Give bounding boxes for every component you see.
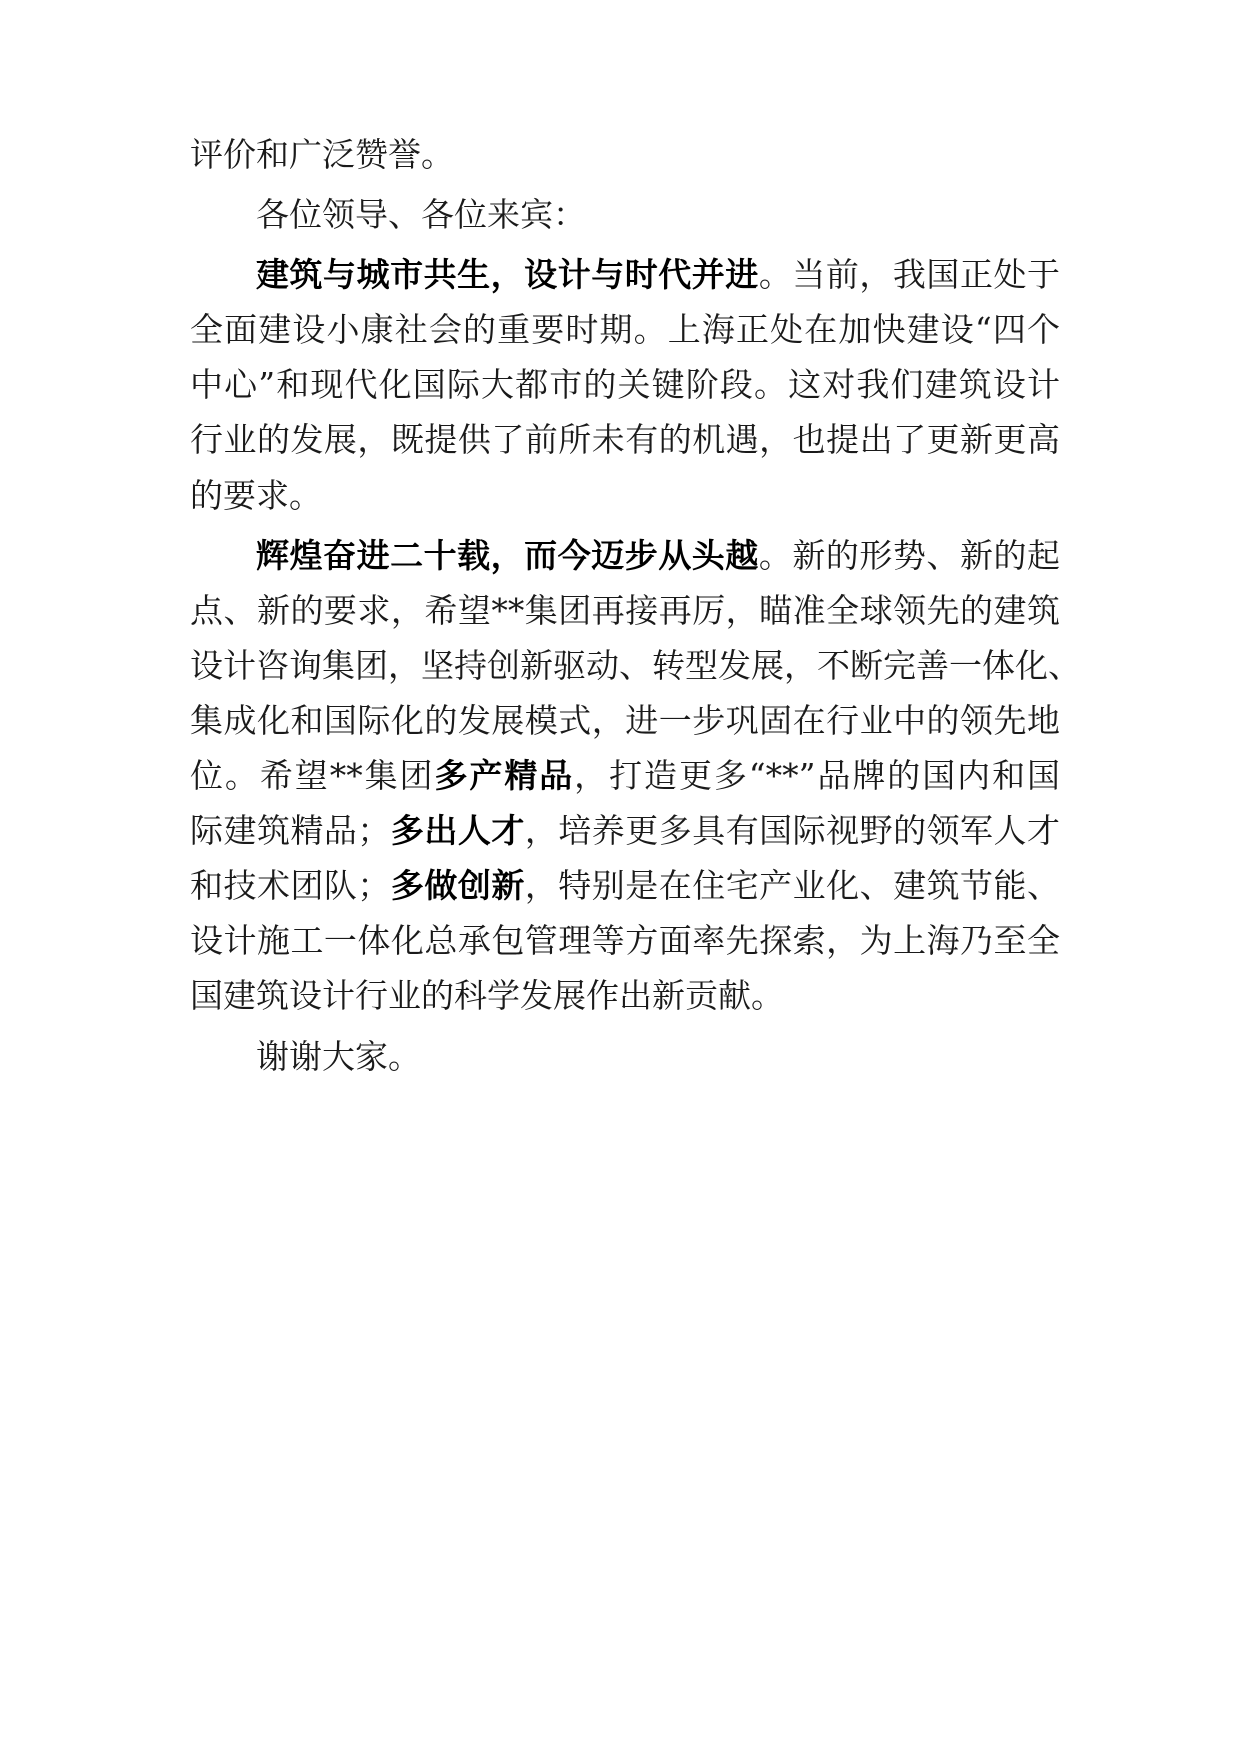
text-line: 点、新的要求，希望**集团再接再厉，瞄准全球领先的建筑 [190, 591, 1060, 630]
paragraph-2-line-3 [190, 636, 1081, 696]
text-line: 中心”和现代化国际大都市的关键阶段。这对我们建筑设计 [190, 365, 1060, 404]
text-line: 全面建设小康社会的重要时期。上海正处在加快建设“四个 [190, 310, 1060, 349]
text-line: ，打造更多“**”品牌的国内和国 [574, 756, 1061, 795]
text-line: 国建筑设计行业的科学发展作出新贡献。 [190, 976, 784, 1015]
paragraph-1-line-2 [190, 300, 1060, 360]
greeting-text: 各位领导、各位来宾： [256, 195, 586, 234]
text-line: ，特别是在住宅产业化、建筑节能、 [524, 866, 1061, 905]
highlight-more-talent: 多出人才 [390, 811, 525, 850]
paragraph-2-line-2 [190, 581, 1060, 641]
paragraph-2-line-7 [190, 856, 1060, 916]
text-line: 集成化和国际化的发展模式，进一步巩固在行业中的领先地 [190, 701, 1060, 740]
paragraph-2-line-6 [190, 801, 1060, 861]
text-line: 行业的发展，既提供了前所未有的机遇，也提出了更新更高 [190, 420, 1060, 459]
text-line: 。当前，我国正处于 [758, 255, 1061, 294]
paragraph-2-line-5 [190, 746, 1060, 806]
text-line: 设计咨询集团，坚持创新驱动、转型发展，不断完善一体化、 [190, 646, 1081, 685]
text-line: 评价和广泛赞誉。 [190, 135, 454, 174]
highlight-more-products: 多产精品 [434, 756, 575, 795]
text-line: 和技术团队； [190, 866, 391, 905]
text-line: 。新的形势、新的起 [758, 536, 1061, 575]
paragraph-continuation [190, 125, 1060, 185]
paragraph-2-heading: 辉煌奋进二十载，而今迈步从头越 [256, 536, 759, 575]
paragraph-1-line-5 [190, 466, 1060, 526]
closing-text: 谢谢大家。 [256, 1037, 421, 1076]
text-line: 际建筑精品； [190, 811, 391, 850]
text-line: 设计施工一体化总承包管理等方面率先探索，为上海乃至全 [190, 921, 1060, 960]
paragraph-1-line-3 [190, 355, 1060, 415]
paragraph-1-line-4 [190, 410, 1060, 470]
paragraph-2-line-4 [190, 691, 1060, 751]
text-line: 的要求。 [190, 476, 322, 515]
greeting [256, 185, 1060, 245]
paragraph-2-line-1 [256, 526, 1060, 586]
paragraph-2-line-8 [190, 911, 1060, 971]
paragraph-2-line-9 [190, 966, 1060, 1026]
closing [256, 1027, 1060, 1087]
paragraph-1-heading: 建筑与城市共生，设计与时代并进 [256, 255, 759, 294]
highlight-more-innovation: 多做创新 [390, 866, 525, 905]
paragraph-1-line-1 [256, 245, 1060, 305]
text-line: ，培养更多具有国际视野的领军人才 [524, 811, 1061, 850]
text-line: 位。希望**集团 [190, 756, 435, 795]
